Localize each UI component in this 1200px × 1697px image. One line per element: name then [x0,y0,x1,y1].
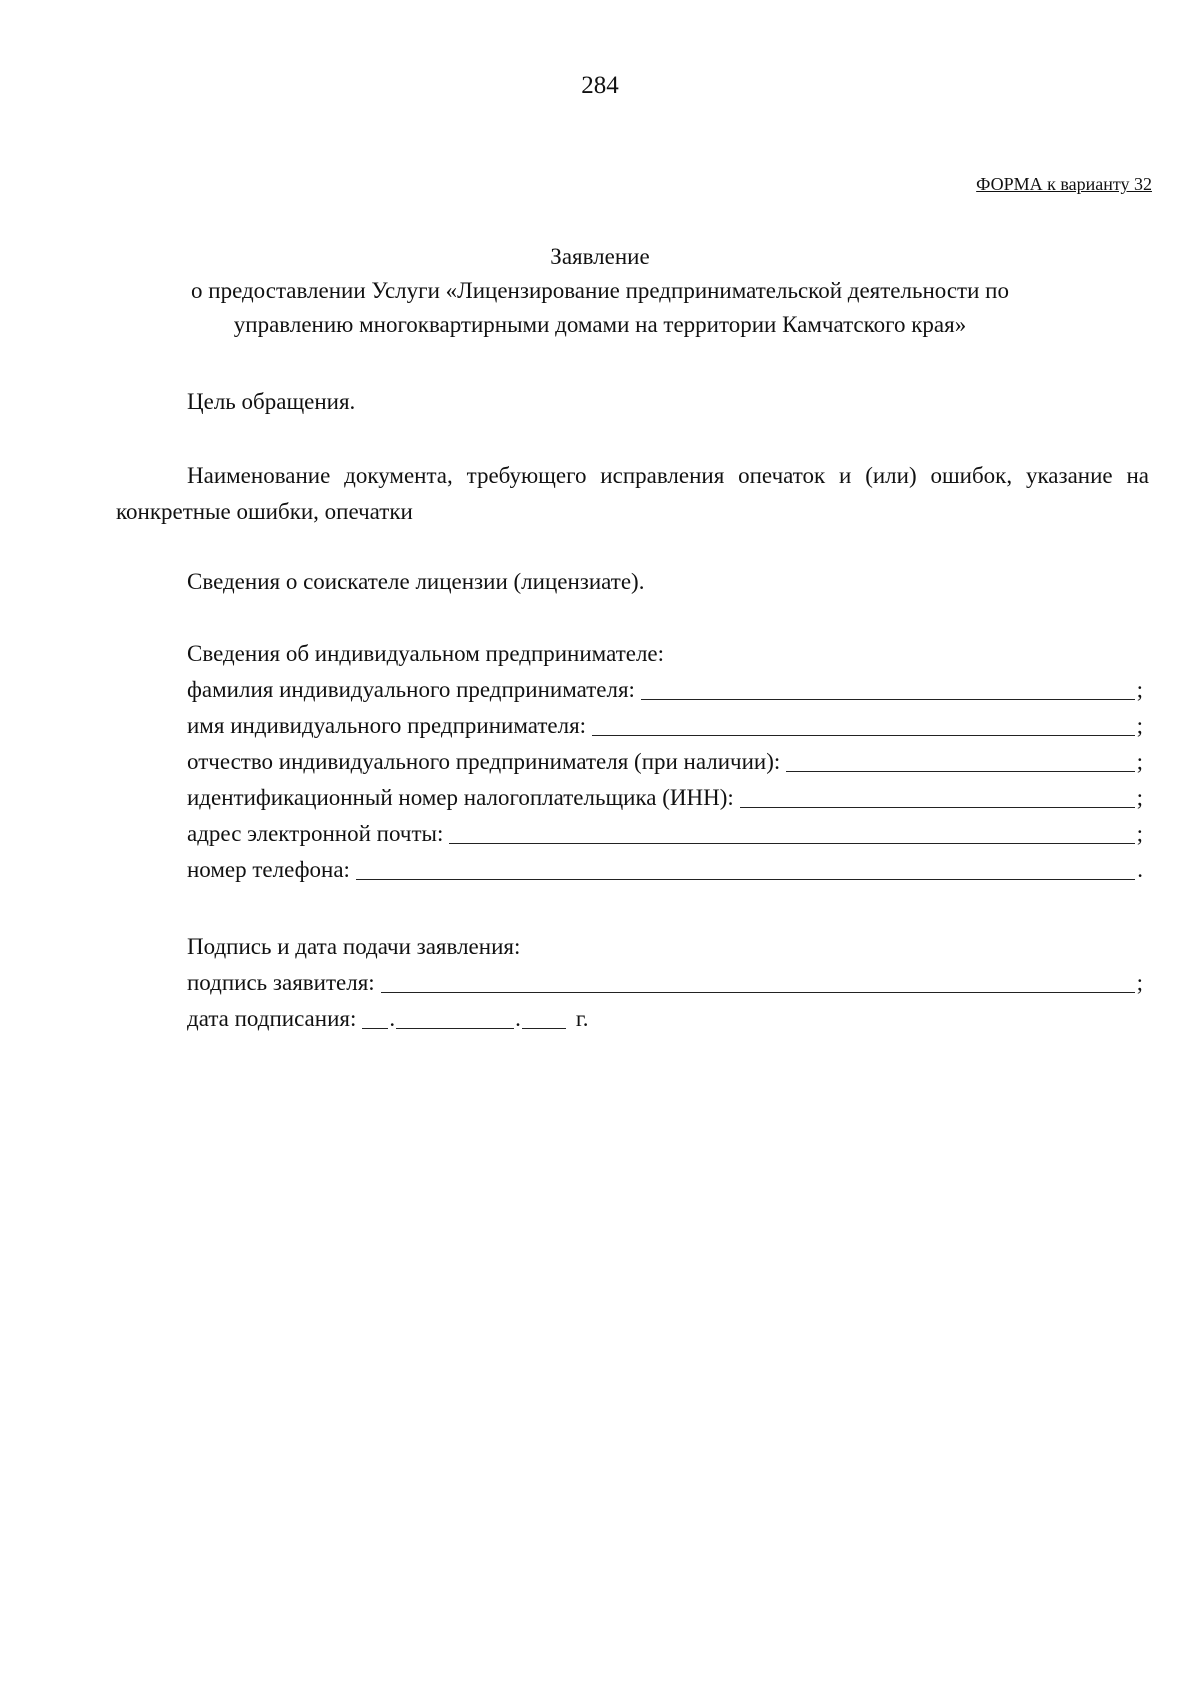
phone-label: номер телефона: [187,857,350,882]
purpose-heading: Цель обращения. [187,389,356,414]
form-label: ФОРМА к варианту 32 [976,174,1152,194]
year-suffix: г. [575,1006,589,1031]
signature-end: ; [1136,970,1143,995]
email-blank[interactable] [449,821,1134,844]
signature-blank[interactable] [381,970,1135,993]
first-name-end: ; [1136,713,1143,738]
title-line-1: Заявление [550,244,650,269]
day-blank[interactable] [362,1006,388,1029]
email-end: ; [1136,821,1143,846]
month-blank[interactable] [396,1006,514,1029]
document-name-paragraph: Наименование документа, требующего исправления опечаток и (или) ошибок, указание на конкретные ошибки, опечатки [116,463,1149,524]
date-label: дата подписания: [187,1006,357,1031]
phone-blank[interactable] [356,857,1135,880]
page-number: 284 [581,72,619,99]
patronymic-field [187,747,1143,777]
document-title [0,240,1200,342]
inn-end: ; [1136,785,1143,810]
email-label: адрес электронной почты: [187,821,444,846]
surname-field [187,675,1143,705]
entrepreneur-heading: Сведения об индивидуальном предпринимателе: [187,641,665,666]
title-line-2: о предоставлении Услуги «Лицензирование предпринимательской деятельности по [191,278,1009,303]
date-field [187,1004,588,1034]
date-separator-2: . [515,1006,521,1031]
email-field [187,819,1143,849]
applicant-info-heading: Сведения о соискателе лицензии (лицензиате). [187,569,645,594]
inn-blank[interactable] [740,785,1135,808]
surname-end: ; [1136,677,1143,702]
signature-field [187,968,1143,998]
signature-heading: Подпись и дата подачи заявления: [187,934,521,959]
date-separator-1: . [389,1006,396,1031]
phone-end: . [1137,857,1143,882]
first-name-field [187,711,1143,741]
inn-label: идентификационный номер налогоплательщика (ИНН): [187,785,734,810]
patronymic-label: отчество индивидуального предпринимателя (при наличии): [187,749,781,774]
surname-blank[interactable] [641,677,1135,700]
year-blank[interactable] [522,1006,566,1029]
patronymic-end: ; [1136,749,1143,774]
patronymic-blank[interactable] [786,749,1134,772]
first-name-blank[interactable] [592,713,1135,736]
first-name-label: имя индивидуального предпринимателя: [187,713,587,738]
signature-label: подпись заявителя: [187,970,375,995]
phone-field [187,855,1143,885]
surname-label: фамилия индивидуального предпринимателя: [187,677,635,702]
title-line-3: управлению многоквартирными домами на территории Камчатского края» [233,312,967,337]
inn-field [187,783,1143,813]
